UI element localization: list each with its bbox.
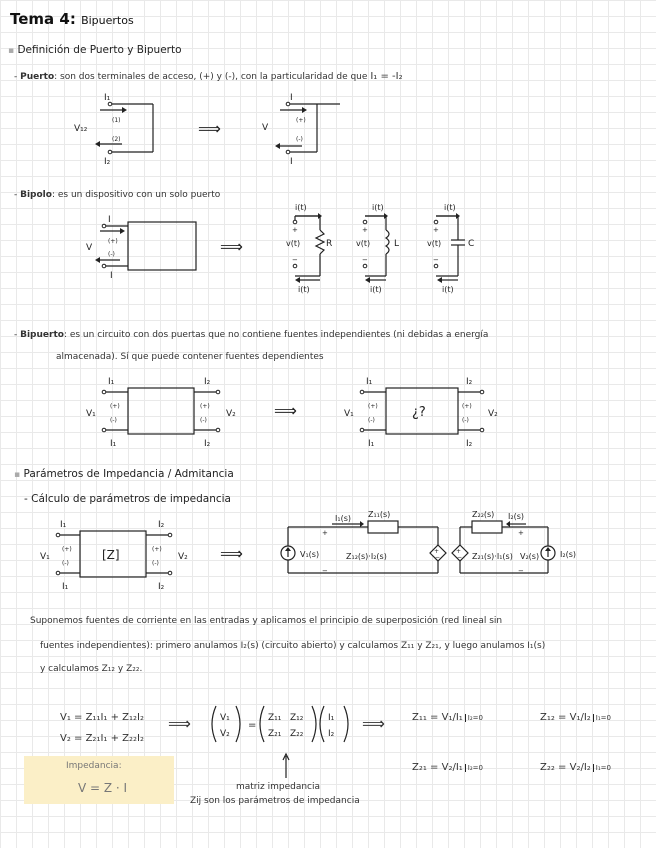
svg-text:(-): (-) bbox=[110, 417, 117, 424]
svg-text:−: − bbox=[292, 256, 298, 264]
label-plus: (+) bbox=[296, 117, 306, 124]
puerto-left-port bbox=[74, 93, 153, 167]
svg-text:(-): (-) bbox=[152, 560, 159, 567]
implies-arrow: ⟹ bbox=[198, 119, 221, 138]
svg-text:V₂: V₂ bbox=[226, 409, 236, 419]
z22-definition: Z₂₂ = V₂/I₂ I₁=0 bbox=[540, 762, 611, 773]
implies-arrow-6: ⟹ bbox=[362, 714, 385, 733]
svg-text:(+): (+) bbox=[200, 403, 210, 410]
label-terminal-1: (1) bbox=[112, 117, 121, 124]
svg-text:(+): (+) bbox=[152, 546, 162, 553]
bipolo-diagram bbox=[80, 200, 500, 300]
label-minus: (-) bbox=[296, 136, 303, 143]
svg-text:I₂(s): I₂(s) bbox=[508, 512, 524, 521]
svg-text:I₂: I₂ bbox=[158, 582, 165, 592]
svg-text:−: − bbox=[433, 256, 439, 264]
zij-note: Zij son los parámetros de impedancia bbox=[190, 796, 360, 806]
svg-text:L: L bbox=[394, 239, 400, 249]
svg-text:V₂(s): V₂(s) bbox=[520, 552, 540, 561]
equation-v1: V₁ = Z₁₁I₁ + Z₁₂I₂ bbox=[60, 712, 144, 723]
svg-text:−: − bbox=[435, 554, 441, 561]
impedancia-formula: V = Z · I bbox=[78, 781, 128, 795]
svg-text:I₁: I₁ bbox=[108, 377, 115, 387]
calculo-heading: - Cálculo de parámetros de impedancia bbox=[24, 493, 231, 505]
capacitor-element bbox=[427, 203, 474, 294]
svg-text:i(t): i(t) bbox=[295, 203, 307, 212]
resistor-element bbox=[286, 203, 332, 294]
svg-text:=: = bbox=[248, 720, 257, 731]
svg-text:V₁: V₁ bbox=[86, 409, 96, 419]
svg-text:I₁: I₁ bbox=[368, 439, 375, 449]
label-v12: V₁₂ bbox=[74, 124, 88, 134]
label-i2: I₂ bbox=[104, 157, 111, 167]
svg-text:(-): (-) bbox=[368, 417, 375, 424]
svg-text:I₂: I₂ bbox=[204, 377, 211, 387]
z-bipuerto bbox=[40, 520, 188, 592]
svg-text:+: + bbox=[322, 529, 328, 537]
superposicion-line-3: y calculamos Z₁₂ y Z₂₂. bbox=[40, 664, 143, 674]
svg-text:+: + bbox=[292, 226, 298, 234]
bipuerto-definition: - Bipuerto: es un circuito con dos puertas que no contiene fuentes independientes (ni debidas a energía bbox=[14, 330, 489, 340]
svg-text:I: I bbox=[110, 271, 113, 281]
implies-arrow-4: ⟹ bbox=[220, 544, 243, 563]
svg-text:I₂(s): I₂(s) bbox=[560, 550, 576, 559]
svg-text:i(t): i(t) bbox=[442, 285, 454, 294]
label-i-bottom: I bbox=[290, 157, 293, 167]
svg-text:(+): (+) bbox=[110, 403, 120, 410]
svg-text:i(t): i(t) bbox=[370, 285, 382, 294]
svg-text:V₂: V₂ bbox=[220, 729, 230, 739]
section-heading-definicion: ▪ Definición de Puerto y Bipuerto bbox=[8, 44, 182, 56]
svg-text:V₁: V₁ bbox=[344, 409, 354, 419]
superposicion-line-1: Suponemos fuentes de corriente en las entradas y aplicamos el principio de superposición (red lineal sin bbox=[30, 616, 503, 626]
svg-text:(-): (-) bbox=[108, 251, 115, 258]
equation-v2: V₂ = Z₂₁I₁ + Z₂₂I₂ bbox=[60, 733, 144, 744]
matrix-equation bbox=[208, 704, 368, 748]
svg-text:v(t): v(t) bbox=[427, 239, 442, 248]
svg-text:(+): (+) bbox=[462, 403, 472, 410]
puerto-definition: - Puerto: son dos terminales de acceso, (+) y (-), con la particularidad de que I₁ = -I₂ bbox=[14, 71, 403, 82]
svg-text:I₁: I₁ bbox=[62, 582, 69, 592]
implies-arrow-5: ⟹ bbox=[168, 714, 191, 733]
svg-text:I₁(s): I₁(s) bbox=[335, 514, 351, 523]
svg-text:I₁: I₁ bbox=[110, 439, 117, 449]
bipuerto-definition-cont: almacenada). Sí que puede contener fuentes dependientes bbox=[56, 352, 324, 362]
z-matrix-label: [Z] bbox=[102, 548, 120, 562]
page-title: Tema 4: Bipuertos bbox=[10, 10, 134, 28]
svg-text:i(t): i(t) bbox=[444, 203, 456, 212]
bipuerto-box-left bbox=[86, 377, 236, 449]
svg-text:+: + bbox=[434, 548, 440, 555]
svg-text:Z₂₂: Z₂₂ bbox=[290, 729, 304, 739]
puerto-right-port bbox=[262, 93, 340, 167]
svg-text:+: + bbox=[518, 529, 524, 537]
svg-text:−: − bbox=[518, 567, 524, 575]
svg-text:I₁: I₁ bbox=[60, 520, 67, 530]
impedance-diagram bbox=[20, 505, 650, 595]
label-v: V bbox=[262, 123, 269, 133]
annotation-arrow bbox=[280, 752, 292, 780]
label-i1: I₁ bbox=[104, 93, 111, 103]
svg-text:Z₁₁: Z₁₁ bbox=[268, 713, 282, 723]
svg-text:I₁: I₁ bbox=[366, 377, 373, 387]
svg-text:Z₂₂(s): Z₂₂(s) bbox=[472, 510, 495, 519]
unknown-box-label: ¿? bbox=[412, 405, 426, 420]
z11-definition: Z₁₁ = V₁/I₁ I₂=0 bbox=[412, 712, 483, 723]
svg-text:i(t): i(t) bbox=[372, 203, 384, 212]
svg-text:I₂: I₂ bbox=[466, 439, 473, 449]
svg-text:V₂: V₂ bbox=[488, 409, 498, 419]
svg-text:V₁: V₁ bbox=[220, 713, 230, 723]
svg-text:+: + bbox=[433, 226, 439, 234]
svg-text:v(t): v(t) bbox=[286, 239, 301, 248]
svg-text:C: C bbox=[468, 239, 475, 249]
svg-text:I₂: I₂ bbox=[328, 729, 335, 739]
impedancia-label: Impedancia: bbox=[66, 761, 122, 771]
z12-definition: Z₁₂ = V₁/I₂ I₁=0 bbox=[540, 712, 611, 723]
label-i-top: I bbox=[290, 93, 293, 103]
z21-definition: Z₂₁ = V₂/I₁ I₂=0 bbox=[412, 762, 483, 773]
svg-text:i(t): i(t) bbox=[298, 285, 310, 294]
svg-text:(-): (-) bbox=[200, 417, 207, 424]
svg-text:Z₂₁: Z₂₁ bbox=[268, 729, 282, 739]
svg-text:Z₁₁(s): Z₁₁(s) bbox=[368, 510, 391, 519]
svg-text:R: R bbox=[326, 239, 333, 249]
svg-text:(+): (+) bbox=[62, 546, 72, 553]
inductor-element bbox=[356, 203, 399, 294]
svg-text:+: + bbox=[362, 226, 368, 234]
bipolo-box bbox=[86, 215, 196, 281]
svg-text:(-): (-) bbox=[462, 417, 469, 424]
svg-text:v(t): v(t) bbox=[356, 239, 371, 248]
matriz-note: matriz impedancia bbox=[236, 782, 321, 792]
svg-text:(+): (+) bbox=[108, 238, 118, 245]
svg-text:V₁(s): V₁(s) bbox=[300, 550, 320, 559]
svg-text:I₂: I₂ bbox=[466, 377, 473, 387]
svg-text:Z₁₂(s)·I₂(s): Z₁₂(s)·I₂(s) bbox=[346, 552, 387, 561]
svg-text:−: − bbox=[362, 256, 368, 264]
bipolo-definition: - Bipolo: es un dispositivo con un solo puerto bbox=[14, 190, 221, 200]
svg-text:V₂: V₂ bbox=[178, 552, 188, 562]
svg-text:V₁: V₁ bbox=[40, 552, 50, 562]
svg-text:I₂: I₂ bbox=[204, 439, 211, 449]
implies-arrow-2: ⟹ bbox=[220, 237, 243, 256]
bipuerto-box-right bbox=[344, 377, 498, 449]
svg-text:I: I bbox=[108, 215, 111, 225]
bipuerto-diagram bbox=[80, 370, 510, 454]
svg-text:Z₁₂: Z₁₂ bbox=[290, 713, 304, 723]
implies-arrow-3: ⟹ bbox=[274, 401, 297, 420]
equivalent-circuit bbox=[281, 510, 576, 575]
svg-text:I₂: I₂ bbox=[158, 520, 165, 530]
svg-text:+: + bbox=[456, 548, 462, 555]
puerto-diagram bbox=[70, 90, 360, 170]
svg-text:(+): (+) bbox=[368, 403, 378, 410]
label-terminal-2: (2) bbox=[112, 136, 121, 143]
svg-text:Z₂₁(s)·I₁(s): Z₂₁(s)·I₁(s) bbox=[472, 552, 513, 561]
svg-text:−: − bbox=[322, 567, 328, 575]
svg-text:V: V bbox=[86, 243, 93, 253]
svg-text:(-): (-) bbox=[62, 560, 69, 567]
superposicion-line-2: fuentes independientes): primero anulamos I₂(s) (circuito abierto) y calculamos Z₁₁ y Z₂₁, y luego anulamos I₁(s) bbox=[40, 641, 546, 651]
svg-text:I₁: I₁ bbox=[328, 713, 335, 723]
svg-text:−: − bbox=[457, 554, 463, 561]
section-heading-parametros: ▪ Parámetros de Impedancia / Admitancia bbox=[14, 468, 234, 480]
